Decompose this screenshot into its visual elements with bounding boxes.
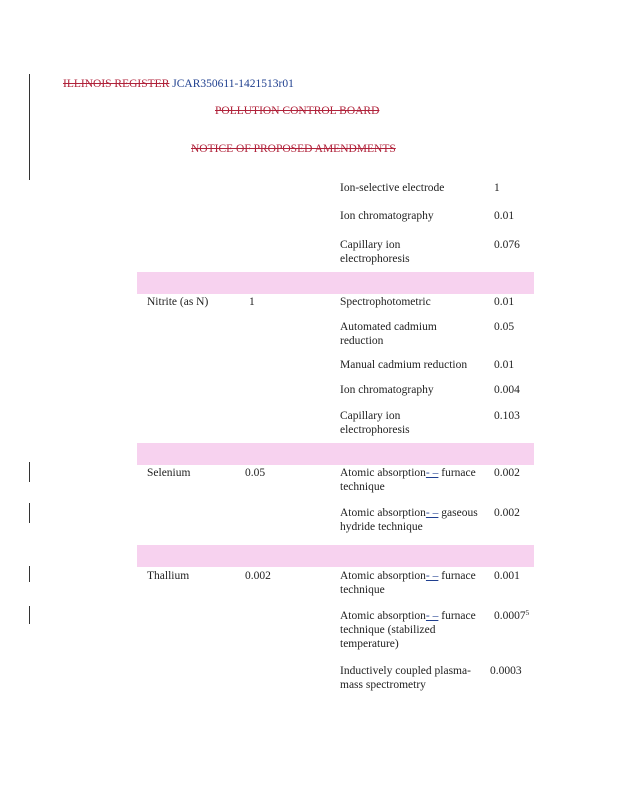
method-cell [340,506,492,534]
method-cell: Inductively coupled plasma-mass spectrometry [340,665,471,691]
method-text: gaseous hydride technique [340,507,478,533]
register-header [63,77,294,91]
board-title: POLLUTION CONTROL BOARD [215,105,380,117]
change-bar [29,462,30,482]
method-cell: Capillary ion electrophoresis [340,239,410,265]
footnote-marker: 5 [525,609,530,617]
method-cell: Ion-selective electrode [340,182,445,194]
change-bar [29,566,30,582]
mdl-cell: 0.002 [494,467,520,479]
jcar-id: JCAR350611-1421513r01 [172,78,294,90]
method-text: furnace technique [340,467,476,493]
row-separator [137,272,534,294]
row-separator [137,443,534,465]
mdl-value: 0.0007 [494,610,526,622]
inserted-dash: - – [425,467,439,479]
contaminant-cell: Nitrite (as N) [147,296,209,308]
method-cell [340,609,488,651]
change-bar [29,503,30,523]
change-bar [29,74,30,180]
method-cell: Spectrophotometric [340,296,431,308]
contaminant-cell: Thallium [147,570,190,582]
mdl-cell: 0.004 [494,384,520,396]
method-cell [340,569,488,597]
mdl-cell: 0.01 [494,359,515,371]
method-text: Atomic absorption [340,467,426,479]
inserted-dash: - – [425,570,439,582]
method-text: furnace technique (stabilized temperature) [340,610,476,650]
mcl-cell: 1 [249,296,255,308]
method-text: Atomic absorption [340,570,426,582]
mdl-cell: 1 [494,182,500,194]
mdl-cell: 0.01 [494,296,515,308]
mdl-cell: 0.05 [494,321,515,333]
method-cell: Capillary ion electrophoresis [340,410,410,436]
inserted-dash: - – [425,507,439,519]
method-text: Atomic absorption [340,507,426,519]
register-title: ILLINOIS REGISTER [63,78,170,90]
mdl-cell: 0.01 [494,210,515,222]
mdl-cell: 0.002 [494,507,520,519]
notice-title: NOTICE OF PROPOSED AMENDMENTS [191,143,396,155]
mcl-cell: 0.05 [245,467,266,479]
contaminant-cell: Selenium [147,467,191,479]
row-separator [137,545,534,567]
mdl-cell: 0.0003 [490,665,522,677]
inserted-dash: - – [425,610,439,622]
method-cell: Manual cadmium reduction [340,359,468,371]
method-cell: Ion chromatography [340,210,434,222]
method-cell: Automated cadmium reduction [340,321,437,347]
mdl-cell [494,609,529,623]
mdl-cell: 0.076 [494,239,520,251]
method-cell [340,466,488,494]
method-text: Atomic absorption [340,610,426,622]
mdl-cell: 0.103 [494,410,520,422]
method-text: furnace technique [340,570,476,596]
change-bar [29,606,30,624]
method-cell: Ion chromatography [340,384,434,396]
mcl-cell: 0.002 [245,570,271,582]
mdl-cell: 0.001 [494,570,520,582]
